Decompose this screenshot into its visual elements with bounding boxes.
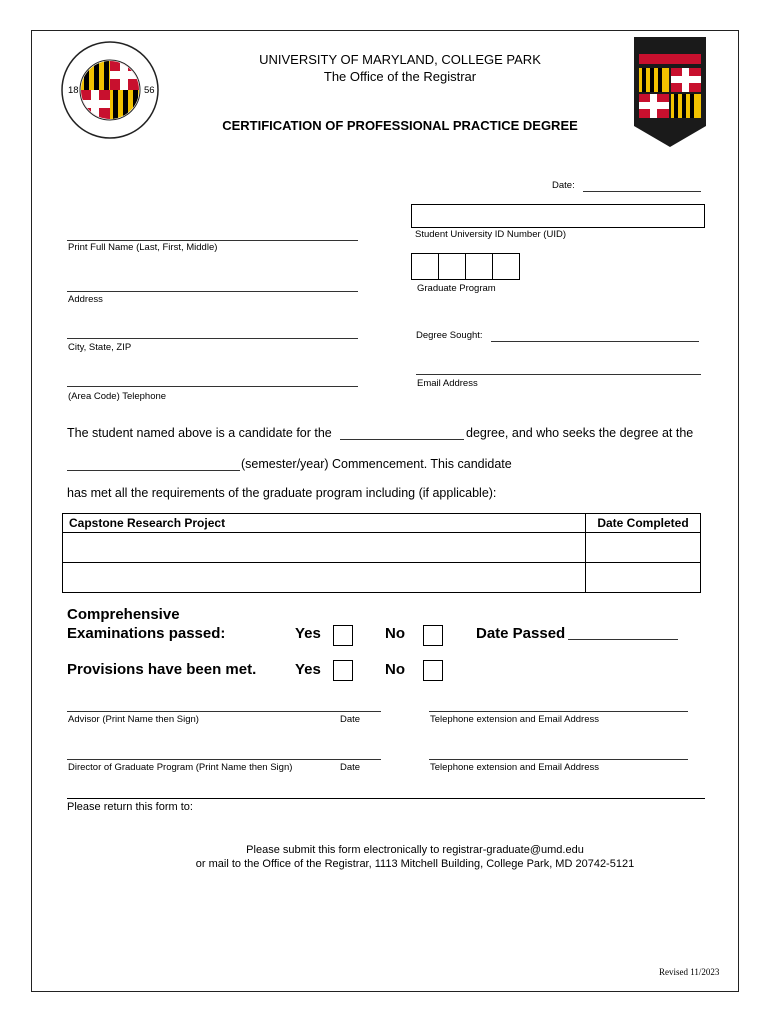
statement-line2: (semester/year) Commencement. This candidate [241,457,512,471]
email-field[interactable] [416,374,701,375]
program-code-box-4[interactable] [492,253,520,280]
table-row [63,563,701,593]
comprehensive-label-1: Comprehensive [67,606,180,623]
provisions-no-label: No [385,661,405,678]
date-passed-label: Date Passed [476,625,566,642]
provisions-yes-label: Yes [295,661,321,678]
email-label: Email Address [417,378,478,389]
telephone-label: (Area Code) Telephone [68,391,167,402]
capstone-header: Capstone Research Project [63,514,586,533]
city-label: City, State, ZIP [68,342,132,353]
seal-year-right: 56 [144,85,155,96]
director-label: Director of Graduate Program (Print Name then Sign) [68,762,293,773]
date-label: Date: [552,180,575,191]
director-contact-field[interactable] [429,759,688,760]
form-title: CERTIFICATION OF PROFESSIONAL PRACTICE DEGREE [222,118,578,133]
return-label: Please return this form to: [67,801,193,813]
statement-line1b: degree, and who seeks the degree at the [466,426,694,440]
advisor-contact-field[interactable] [429,711,688,712]
program-code-box-2[interactable] [438,253,466,280]
university-name: UNIVERSITY OF MARYLAND, COLLEGE PARK [259,52,541,67]
revised-date: Revised 11/2023 [659,967,720,977]
provisions-label: Provisions have been met. [67,661,257,678]
graduate-program-label: Graduate Program [417,283,496,294]
degree-blank[interactable] [340,439,464,440]
exam-no-checkbox[interactable] [423,625,443,646]
address-label: Address [68,294,103,305]
submit-line-1: Please submit this form electronically to registrar-graduate@umd.edu [246,844,584,856]
advisor-contact-label: Telephone extension and Email Address [430,714,600,725]
capstone-table [62,513,701,593]
advisor-signature-field[interactable] [67,711,381,712]
uid-input[interactable] [411,204,705,228]
submit-line-2: or mail to the Office of the Registrar, 1113 Mitchell Building, College Park, MD 20742-5121 [195,858,635,870]
return-divider [67,798,705,799]
seal-year-left: 18 [68,85,79,96]
exam-yes-checkbox[interactable] [333,625,353,646]
graduate-school-shield [633,36,707,148]
director-contact-label: Telephone extension and Email Address [430,762,600,773]
program-code-box-3[interactable] [465,253,493,280]
capstone-cell[interactable] [63,563,586,593]
telephone-field[interactable] [67,386,358,387]
date-completed-cell[interactable] [586,533,701,563]
provisions-yes-checkbox[interactable] [333,660,353,681]
city-field[interactable] [67,338,358,339]
director-date-label: Date [340,762,361,773]
semester-blank[interactable] [67,470,240,471]
address-field[interactable] [67,291,358,292]
exam-no-label: No [385,625,405,642]
program-code-box-1[interactable] [411,253,439,280]
date-completed-cell[interactable] [586,563,701,593]
date-passed-field[interactable] [568,639,678,640]
advisor-date-label: Date [340,714,361,725]
degree-sought-field[interactable] [491,341,699,342]
uid-label: Student University ID Number (UID) [415,229,566,240]
date-completed-header: Date Completed [586,514,701,533]
degree-sought-label: Degree Sought: [416,330,483,341]
capstone-cell[interactable] [63,533,586,563]
statement-line3: has met all the requirements of the graduate program including (if applicable): [67,486,497,500]
comprehensive-label-2: Examinations passed: [67,625,226,642]
director-signature-field[interactable] [67,759,381,760]
provisions-no-checkbox[interactable] [423,660,443,681]
full-name-field[interactable] [67,240,358,241]
university-seal [60,40,160,140]
advisor-label: Advisor (Print Name then Sign) [68,714,199,725]
date-field[interactable] [583,191,701,192]
office-name: The Office of the Registrar [323,69,477,84]
statement-line1a: The student named above is a candidate for the [67,426,332,440]
table-row [63,533,701,563]
exam-yes-label: Yes [295,625,321,642]
full-name-label: Print Full Name (Last, First, Middle) [68,242,218,253]
